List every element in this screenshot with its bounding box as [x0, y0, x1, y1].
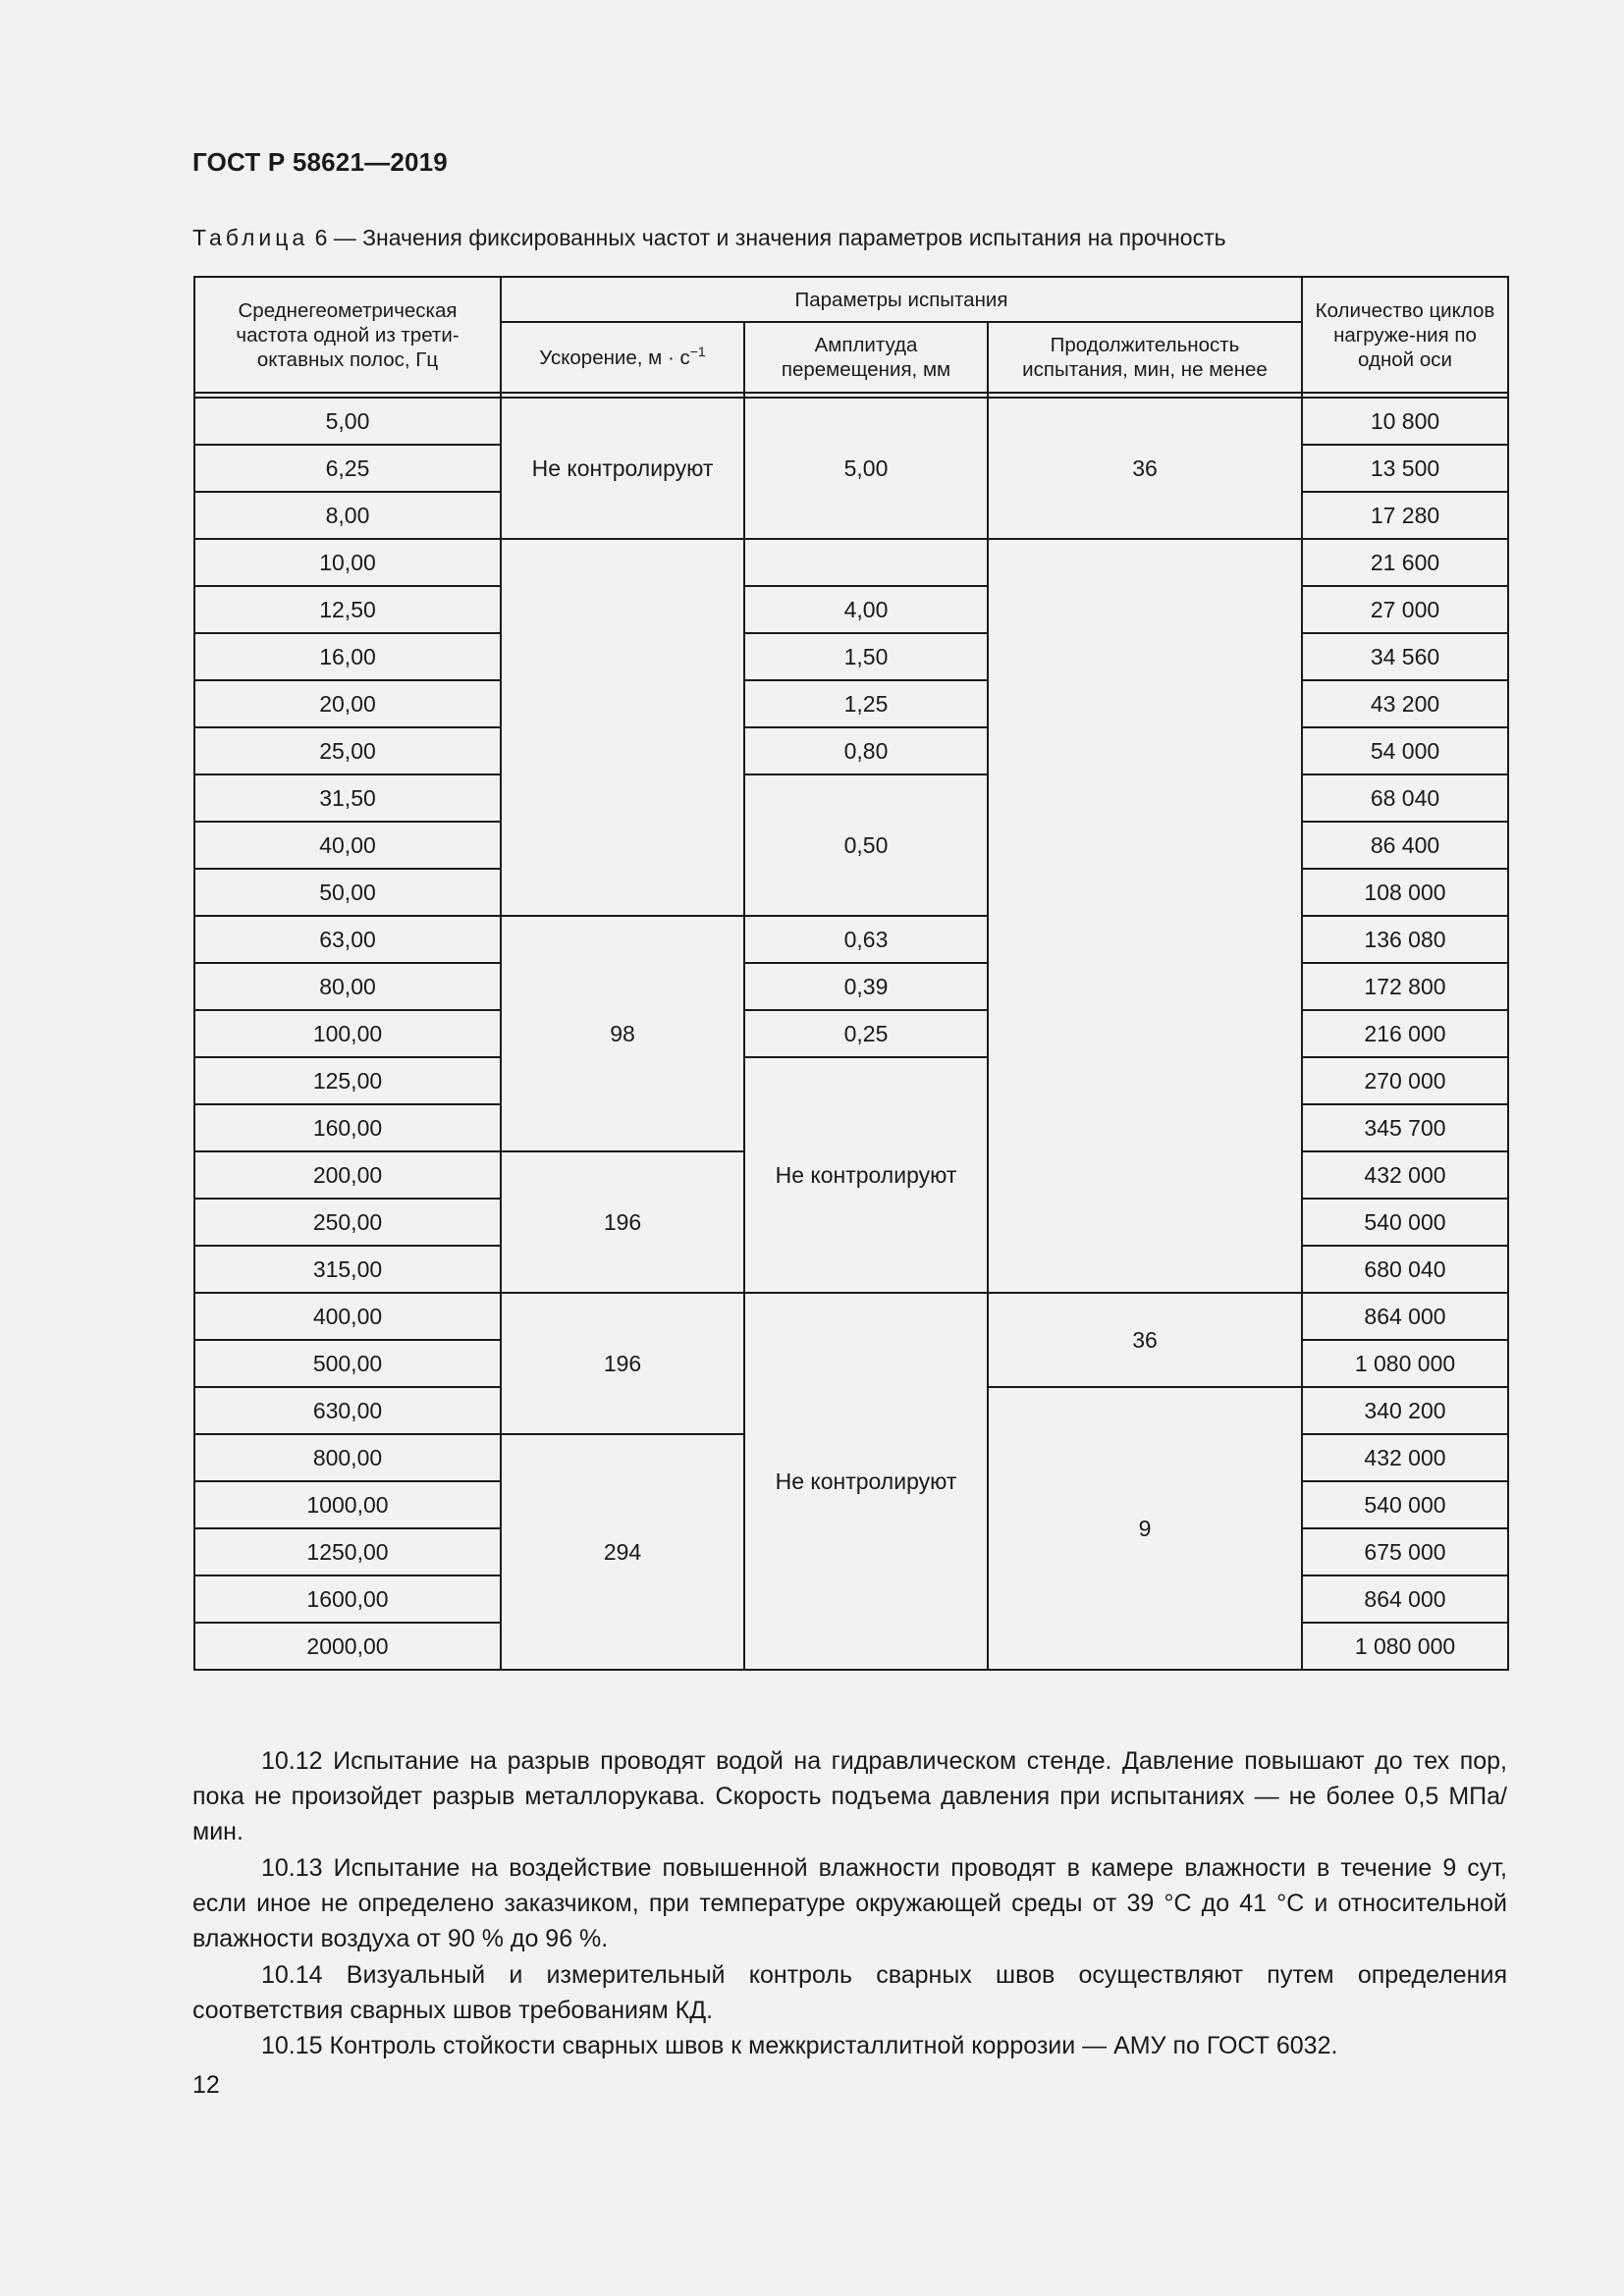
- freq-cell: 40,00: [194, 822, 501, 869]
- header-amplitude: Амплитуда перемещения, мм: [744, 322, 988, 393]
- ampl-cell: 5,00: [744, 398, 988, 539]
- duration-cell: 36: [988, 398, 1302, 539]
- cycles-cell: 680 040: [1302, 1246, 1508, 1293]
- paragraph-10-14: [192, 1957, 1507, 2028]
- freq-cell: 25,00: [194, 727, 501, 774]
- cycles-cell: 864 000: [1302, 1575, 1508, 1623]
- freq-cell: 1250,00: [194, 1528, 501, 1575]
- cycles-cell: 432 000: [1302, 1151, 1508, 1199]
- table-row: [194, 963, 1508, 1010]
- freq-cell: 8,00: [194, 492, 501, 539]
- cycles-cell: 172 800: [1302, 963, 1508, 1010]
- ampl-cell: 1,50: [744, 633, 988, 680]
- freq-cell: 160,00: [194, 1104, 501, 1151]
- paragraph-10-12: [192, 1743, 1507, 1849]
- paragraph-10-13-text: 10.13 Испытание на воздействие повышенной влажности проводят в камере влажности в течение 9 сут, если иное не определено заказчиком, при температуре окружающей среды от 39 °С до 41 °С и относительной влажности воздуха от 90 % до 96 %.: [192, 1854, 1507, 1952]
- header-test-parameters: Параметры испытания: [501, 277, 1302, 322]
- cycles-cell: 864 000: [1302, 1293, 1508, 1340]
- table-caption: [192, 225, 1226, 251]
- table-row: [194, 1057, 1508, 1104]
- freq-cell: 1600,00: [194, 1575, 501, 1623]
- ampl-cell: 0,80: [744, 727, 988, 774]
- table-row: [194, 727, 1508, 774]
- ampl-cell: Не контролируют: [744, 1293, 988, 1670]
- header-duration: Продолжительность испытания, мин, не менее: [988, 322, 1302, 393]
- document-code: ГОСТ Р 58621—2019: [192, 147, 448, 177]
- cycles-cell: 340 200: [1302, 1387, 1508, 1434]
- duration-cell: [988, 539, 1302, 1293]
- header-acceleration-text: Ускорение, м · с: [539, 346, 690, 369]
- accel-cell: 196: [501, 1293, 744, 1434]
- cycles-cell: 17 280: [1302, 492, 1508, 539]
- freq-cell: 12,50: [194, 586, 501, 633]
- freq-cell: 1000,00: [194, 1481, 501, 1528]
- cycles-cell: 540 000: [1302, 1199, 1508, 1246]
- header-acceleration-exponent: −1: [689, 343, 706, 359]
- accel-cell: 98: [501, 916, 744, 1151]
- ampl-cell: 0,39: [744, 963, 988, 1010]
- paragraph-10-14-text: 10.14 Визуальный и измерительный контроль сварных швов осуществляют путем определения соответствия сварных швов требованиям КД.: [192, 1961, 1507, 2024]
- table-caption-text: 6 — Значения фиксированных частот и значения параметров испытания на прочность: [308, 225, 1226, 250]
- freq-cell: 125,00: [194, 1057, 501, 1104]
- cycles-cell: 68 040: [1302, 774, 1508, 822]
- freq-cell: 315,00: [194, 1246, 501, 1293]
- table-row: [194, 586, 1508, 633]
- duration-cell: 9: [988, 1387, 1302, 1670]
- cycles-cell: 21 600: [1302, 539, 1508, 586]
- freq-cell: 10,00: [194, 539, 501, 586]
- ampl-cell: 0,63: [744, 916, 988, 963]
- cycles-cell: 216 000: [1302, 1010, 1508, 1057]
- paragraph-10-12-text: 10.12 Испытание на разрыв проводят водой на гидравлическом стенде. Давление повышают до тех пор, пока не произойдет разрыв металлорукава. Скорость подъема давления при испытаниях — не более 0,5 МПа/мин.: [192, 1747, 1507, 1845]
- paragraph-10-15-text: 10.15 Контроль стойкости сварных швов к межкристаллитной коррозии — АМУ по ГОСТ 6032.: [261, 2032, 1338, 2059]
- ampl-cell: 0,50: [744, 774, 988, 916]
- ampl-cell: [744, 539, 988, 586]
- freq-cell: 400,00: [194, 1293, 501, 1340]
- freq-cell: 500,00: [194, 1340, 501, 1387]
- cycles-cell: 27 000: [1302, 586, 1508, 633]
- accel-cell: 196: [501, 1151, 744, 1293]
- header-frequency: Среднегеометрическая частота одной из трети-октавных полос, Гц: [194, 277, 501, 393]
- accel-cell: Не контролируют: [501, 398, 744, 539]
- accel-cell: [501, 539, 744, 916]
- cycles-cell: 345 700: [1302, 1104, 1508, 1151]
- table-row: [194, 398, 1508, 445]
- freq-cell: 200,00: [194, 1151, 501, 1199]
- cycles-cell: 54 000: [1302, 727, 1508, 774]
- test-parameters-table: [193, 276, 1509, 1671]
- ampl-cell: 1,25: [744, 680, 988, 727]
- cycles-cell: 108 000: [1302, 869, 1508, 916]
- freq-cell: 63,00: [194, 916, 501, 963]
- freq-cell: 800,00: [194, 1434, 501, 1481]
- freq-cell: 100,00: [194, 1010, 501, 1057]
- cycles-cell: 136 080: [1302, 916, 1508, 963]
- table-row: [194, 633, 1508, 680]
- cycles-cell: 270 000: [1302, 1057, 1508, 1104]
- table-row: [194, 680, 1508, 727]
- cycles-cell: 675 000: [1302, 1528, 1508, 1575]
- cycles-cell: 10 800: [1302, 398, 1508, 445]
- page-number: 12: [192, 2071, 220, 2099]
- cycles-cell: 86 400: [1302, 822, 1508, 869]
- freq-cell: 250,00: [194, 1199, 501, 1246]
- freq-cell: 2000,00: [194, 1623, 501, 1670]
- freq-cell: 80,00: [194, 963, 501, 1010]
- freq-cell: 5,00: [194, 398, 501, 445]
- cycles-cell: 1 080 000: [1302, 1340, 1508, 1387]
- paragraph-10-13: [192, 1850, 1507, 1956]
- ampl-cell: 4,00: [744, 586, 988, 633]
- freq-cell: 50,00: [194, 869, 501, 916]
- freq-cell: 20,00: [194, 680, 501, 727]
- cycles-cell: 34 560: [1302, 633, 1508, 680]
- cycles-cell: 432 000: [1302, 1434, 1508, 1481]
- table-row: [194, 1010, 1508, 1057]
- table-row: [194, 1293, 1508, 1340]
- paragraph-10-15: [192, 2028, 1507, 2063]
- ampl-cell: Не контролируют: [744, 1057, 988, 1293]
- table-caption-prefix: Таблица: [192, 225, 309, 250]
- duration-cell: 36: [988, 1293, 1302, 1387]
- table-row: [194, 539, 1508, 586]
- cycles-cell: 540 000: [1302, 1481, 1508, 1528]
- header-cycles: Количество циклов нагруже-ния по одной оси: [1302, 277, 1508, 393]
- freq-cell: 6,25: [194, 445, 501, 492]
- freq-cell: 16,00: [194, 633, 501, 680]
- freq-cell: 630,00: [194, 1387, 501, 1434]
- accel-cell: 294: [501, 1434, 744, 1670]
- ampl-cell: 0,25: [744, 1010, 988, 1057]
- freq-cell: 31,50: [194, 774, 501, 822]
- table-row: [194, 916, 1508, 963]
- header-acceleration: [501, 322, 744, 393]
- cycles-cell: 1 080 000: [1302, 1623, 1508, 1670]
- cycles-cell: 13 500: [1302, 445, 1508, 492]
- table-row: [194, 774, 1508, 822]
- cycles-cell: 43 200: [1302, 680, 1508, 727]
